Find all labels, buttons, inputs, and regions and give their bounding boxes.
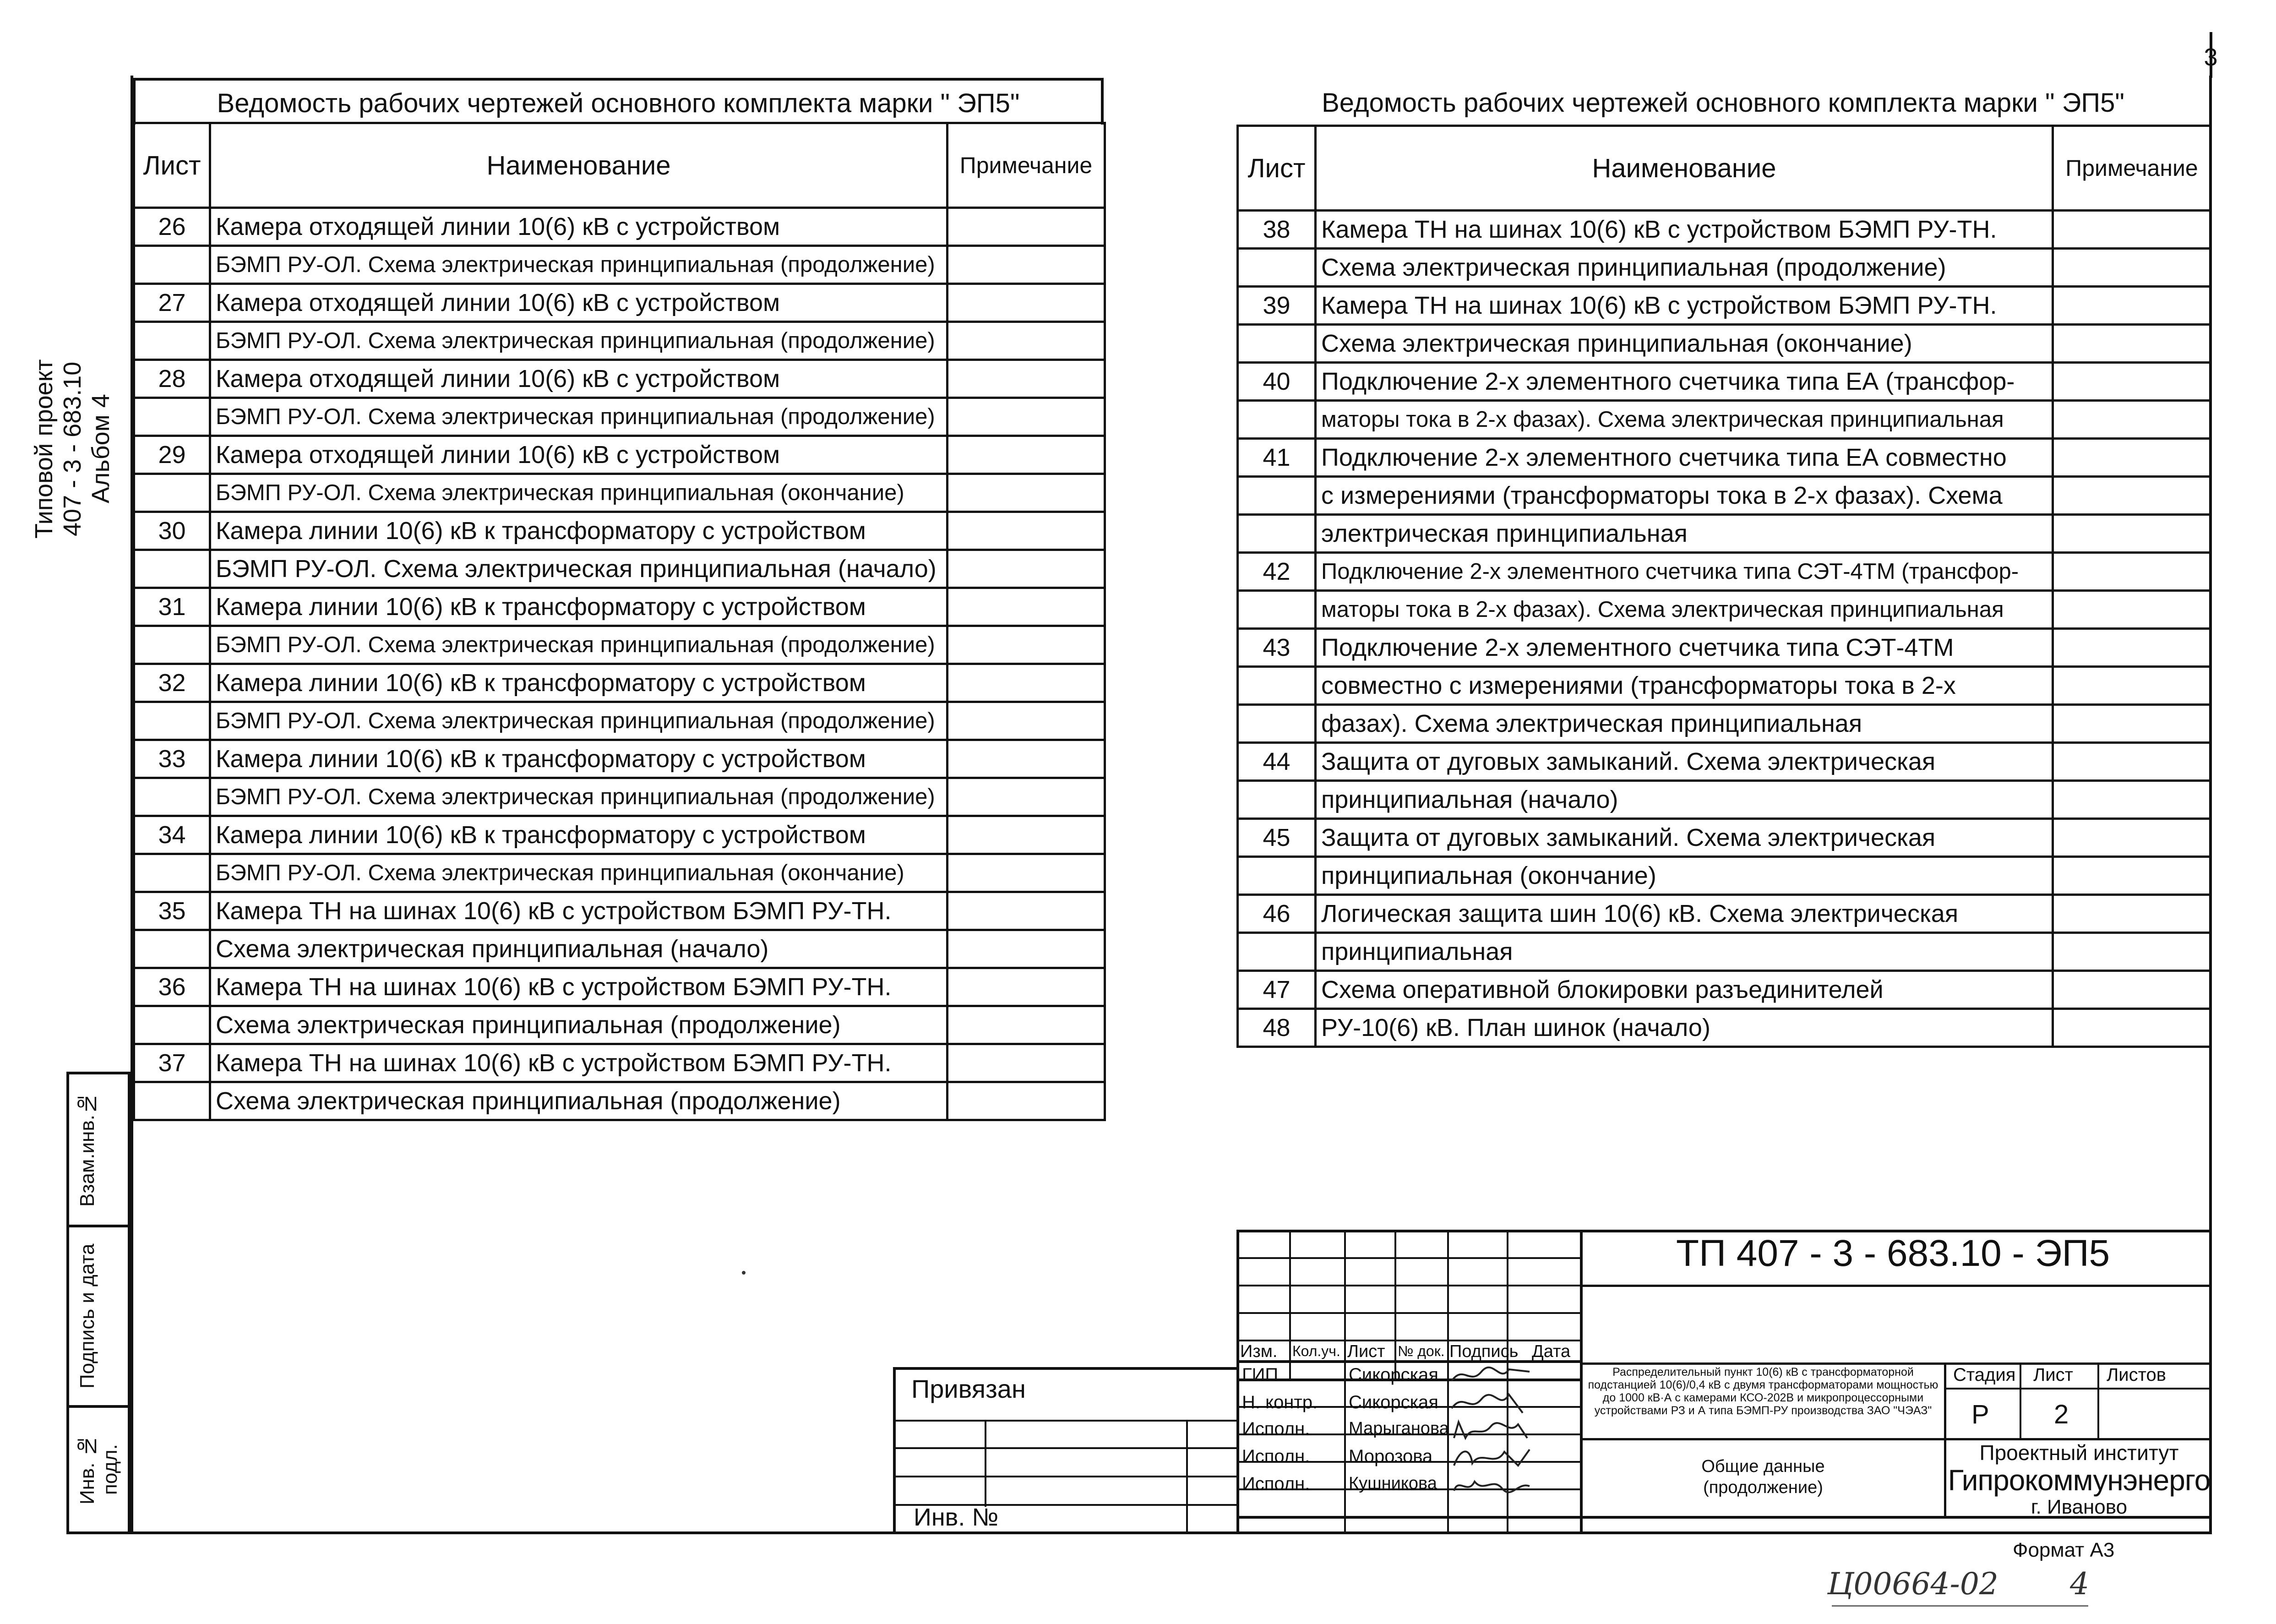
sheet-number-cell: 44: [1238, 743, 1316, 781]
sheet-value: 2: [2054, 1400, 2069, 1429]
note-cell: [947, 778, 1105, 816]
table-row: [1238, 515, 2211, 553]
note-cell: [2053, 553, 2211, 591]
column-header-note: Примечание: [947, 123, 1105, 208]
note-cell: [2053, 211, 2211, 249]
note-cell: [947, 360, 1105, 398]
note-cell: [947, 930, 1105, 968]
sheet-name-cell: Камера линии 10(6) кВ к трансформатору с устройством: [210, 664, 947, 702]
sheet-name-cell: Камера отходящей линии 10(6) кВ с устройством: [210, 284, 947, 322]
sheet-number-cell: [134, 322, 210, 360]
right-table-title: Ведомость рабочих чертежей основного комплекта марки " ЭП5": [1322, 88, 2124, 118]
handwritten-page-number: 4: [2070, 1566, 2089, 1602]
sheet-name-cell: РУ-10(6) кВ. План шинок (начало): [1316, 1009, 2053, 1047]
table-row: [1238, 287, 2211, 325]
sheet-name-cell: БЭМП РУ-ОЛ. Схема электрическая принципиальная (продолжение): [210, 702, 947, 740]
inv-number-label: Инв. №: [914, 1504, 999, 1531]
table-row: [134, 588, 1105, 626]
handwritten-archive-number: Ц00664-02: [1827, 1566, 1998, 1602]
note-cell: [947, 550, 1105, 588]
table-row: [134, 778, 1105, 816]
note-cell: [947, 588, 1105, 626]
table-row: [1238, 971, 2211, 1009]
table-row: [134, 664, 1105, 702]
signature-2: [1449, 1390, 1532, 1415]
name-2: Сикорская: [1349, 1392, 1438, 1412]
note-cell: [2053, 933, 2211, 971]
sheet-number-cell: [1238, 705, 1316, 743]
column-header-sheet: Лист: [1238, 126, 1316, 211]
note-cell: [947, 740, 1105, 778]
signature-4: [1449, 1445, 1532, 1470]
column-header-note: Примечание: [2053, 126, 2211, 211]
sheet-number-cell: [1238, 325, 1316, 363]
table-row: [1238, 705, 2211, 743]
table-row: [1238, 211, 2211, 249]
sheet-name-cell: БЭМП РУ-ОЛ. Схема электрическая принципиальная (продолжение): [210, 398, 947, 436]
sheet-number-cell: [134, 550, 210, 588]
sheet-number-cell: 45: [1238, 819, 1316, 857]
note-cell: [947, 246, 1105, 284]
table-row: [1238, 477, 2211, 515]
table-row: [134, 512, 1105, 550]
note-cell: [947, 664, 1105, 702]
sheet-name-cell: БЭМП РУ-ОЛ. Схема электрическая принципиальная (окончание): [210, 854, 947, 892]
note-cell: [2053, 287, 2211, 325]
sheet-number-cell: 33: [134, 740, 210, 778]
table-row: [1238, 743, 2211, 781]
note-cell: [2053, 477, 2211, 515]
sheet-number-cell: 41: [1238, 439, 1316, 477]
note-cell: [2053, 857, 2211, 895]
stamp-replace-inv: Взам.инв.№: [66, 1072, 131, 1227]
table-row: [134, 702, 1105, 740]
left-drawing-register: [133, 122, 1106, 1121]
sheet-name-cell: Камера линии 10(6) кВ к трансформатору с устройством: [210, 816, 947, 854]
table-row: [134, 626, 1105, 664]
stage-value: Р: [1971, 1400, 1989, 1429]
note-cell: [947, 208, 1105, 246]
sheet-name-cell: маторы тока в 2-х фазах). Схема электрическая принципиальная: [1316, 591, 2053, 629]
table-row: [1238, 401, 2211, 439]
sheet-name-cell: фазах). Схема электрическая принципиальная: [1316, 705, 2053, 743]
table-row: [134, 436, 1105, 474]
sheet-name-cell: Схема электрическая принципиальная (продолжение): [1316, 249, 2053, 287]
binding-label: Привязан: [911, 1374, 1026, 1403]
column-header-sheet: Лист: [134, 123, 210, 208]
note-cell: [2053, 629, 2211, 667]
table-row: [1238, 249, 2211, 287]
sheet-name-cell: принципиальная (окончание): [1316, 857, 2053, 895]
side-project-title: Типовой проект 407 - 3 - 683.10 Альбом 4: [30, 359, 115, 539]
sheet-name-cell: принципиальная: [1316, 933, 2053, 971]
signature-5: [1449, 1472, 1532, 1498]
col-header-date: Дата: [1532, 1342, 1571, 1361]
sheet-name-cell: Камера отходящей линии 10(6) кВ с устройством: [210, 436, 947, 474]
note-cell: [2053, 819, 2211, 857]
table-row: [134, 246, 1105, 284]
table-row: [1238, 895, 2211, 933]
sheet-number-cell: [134, 854, 210, 892]
sheet-number-cell: [134, 1082, 210, 1120]
sheet-name-cell: Камера ТН на шинах 10(6) кВ с устройством БЭМП РУ-ТН.: [210, 1044, 947, 1082]
sheet-number-cell: [1238, 515, 1316, 553]
sheet-name-cell: Камера линии 10(6) кВ к трансформатору с устройством: [210, 588, 947, 626]
sheet-name-cell: маторы тока в 2-х фазах). Схема электрическая принципиальная: [1316, 401, 2053, 439]
table-row: [1238, 781, 2211, 819]
right-drawing-register: [1236, 125, 2212, 1048]
sheet-number-cell: 47: [1238, 971, 1316, 1009]
signature-3: [1449, 1417, 1532, 1443]
col-header-doc: № док.: [1398, 1343, 1445, 1359]
table-row: [134, 360, 1105, 398]
note-cell: [2053, 743, 2211, 781]
note-cell: [2053, 667, 2211, 705]
note-cell: [2053, 971, 2211, 1009]
sheet-name-cell: БЭМП РУ-ОЛ. Схема электрическая принципиальная (продолжение): [210, 778, 947, 816]
table-row: [134, 1006, 1105, 1044]
table-row: [1238, 591, 2211, 629]
document-code: ТП 407 - 3 - 683.10 - ЭП5: [1676, 1232, 2110, 1274]
sheet-number-cell: 34: [134, 816, 210, 854]
sheet-name-cell: Подключение 2-х элементного счетчика типа ЕА совместно: [1316, 439, 2053, 477]
stage-label: Стадия: [1953, 1365, 2016, 1385]
sheet-name-cell: Защита от дуговых замыканий. Схема электрическая: [1316, 819, 2053, 857]
sheet-name-cell: Камера ТН на шинах 10(6) кВ с устройством БЭМП РУ-ТН.: [1316, 287, 2053, 325]
col-header-change: Изм.: [1240, 1342, 1278, 1361]
note-cell: [947, 1006, 1105, 1044]
table-row: [1238, 363, 2211, 401]
sheet-number-cell: [1238, 667, 1316, 705]
sheet-number-cell: [1238, 933, 1316, 971]
sheet-number-cell: [134, 246, 210, 284]
table-row: [1238, 629, 2211, 667]
sheet-number-cell: 28: [134, 360, 210, 398]
stamp-inv-original: Инв. № подл.: [66, 1405, 131, 1534]
sheet-number-cell: 26: [134, 208, 210, 246]
sheet-name-cell: Схема электрическая принципиальная (продолжение): [210, 1082, 947, 1120]
table-row: [134, 740, 1105, 778]
table-row: [134, 284, 1105, 322]
sheet-number-cell: [134, 1006, 210, 1044]
table-row: [134, 208, 1105, 246]
sheet-number-cell: 27: [134, 284, 210, 322]
sheet-name-cell: с измерениями (трансформаторы тока в 2-х фазах). Схема: [1316, 477, 2053, 515]
sheet-number-cell: [1238, 477, 1316, 515]
note-cell: [947, 626, 1105, 664]
column-header-name: Наименование: [210, 123, 947, 208]
name-5: Кушникова: [1349, 1474, 1437, 1493]
table-row: [134, 1082, 1105, 1120]
sheet-number-cell: 32: [134, 664, 210, 702]
sheet-name-cell: совместно с измерениями (трансформаторы тока в 2-х: [1316, 667, 2053, 705]
sheet-number-cell: [1238, 857, 1316, 895]
sheet-name-cell: Камера ТН на шинах 10(6) кВ с устройством БЭМП РУ-ТН.: [210, 968, 947, 1006]
note-cell: [947, 968, 1105, 1006]
sheet-number-cell: 43: [1238, 629, 1316, 667]
table-row: [134, 892, 1105, 930]
sheet-name-cell: принципиальная (начало): [1316, 781, 2053, 819]
name-1: Сикорская: [1349, 1365, 1438, 1385]
sheet-label: Лист: [2033, 1365, 2073, 1385]
stamp-signature-date: Подпись и дата: [66, 1225, 131, 1408]
sheet-name-cell: Логическая защита шин 10(6) кВ. Схема электрическая: [1316, 895, 2053, 933]
table-row: [134, 550, 1105, 588]
table-row: [134, 1044, 1105, 1082]
sheet-name-cell: Схема электрическая принципиальная (окончание): [1316, 325, 2053, 363]
sheet-number-cell: 31: [134, 588, 210, 626]
note-cell: [2053, 781, 2211, 819]
table-row: [1238, 933, 2211, 971]
note-cell: [2053, 401, 2211, 439]
project-description: Распределительный пункт 10(6) кВ с трансформаторной подстанцией 10(6)/0,4 кВ с двумя трансформаторами мощностью до 1000 кВ·А с камерами КСО-202В и микропроцессорными устройствами РЗ и А типа БЭМП-РУ производства ЗАО "ЧЭАЗ": [1588, 1366, 1938, 1417]
table-row: [134, 816, 1105, 854]
sheet-name-cell: БЭМП РУ-ОЛ. Схема электрическая принципиальная (продолжение): [210, 246, 947, 284]
table-row: [1238, 325, 2211, 363]
sheet-name-cell: электрическая принципиальная: [1316, 515, 2053, 553]
document-title: Общие данные (продолжение): [1701, 1457, 1825, 1497]
role-gip: ГИП: [1242, 1365, 1279, 1385]
sheets-label: Листов: [2107, 1365, 2166, 1385]
sheet-name-cell: Схема оперативной блокировки разъединителей: [1316, 971, 2053, 1009]
sheet-number-cell: 35: [134, 892, 210, 930]
note-cell: [2053, 895, 2211, 933]
note-cell: [2053, 363, 2211, 401]
sheet-number-cell: [134, 778, 210, 816]
note-cell: [2053, 249, 2211, 287]
note-cell: [947, 702, 1105, 740]
table-row: [1238, 819, 2211, 857]
table-row: [1238, 667, 2211, 705]
sheet-number-cell: [1238, 249, 1316, 287]
col-header-signature: Подпись: [1449, 1342, 1519, 1361]
sheet-name-cell: Подключение 2-х элементного счетчика типа СЭТ-4ТМ (трансфор-: [1316, 553, 2053, 591]
sheet-name-cell: Камера линии 10(6) кВ к трансформатору с устройством: [210, 512, 947, 550]
table-row: [134, 930, 1105, 968]
sheet-number-cell: [1238, 401, 1316, 439]
sheet-number-cell: [134, 930, 210, 968]
sheet-name-cell: Камера ТН на шинах 10(6) кВ с устройством БЭМП РУ-ТН.: [210, 892, 947, 930]
note-cell: [2053, 515, 2211, 553]
note-cell: [947, 284, 1105, 322]
col-header-sheet: Лист: [1347, 1342, 1385, 1361]
sheet-number-cell: 48: [1238, 1009, 1316, 1047]
table-row: [134, 474, 1105, 512]
organization: Проектный институт Гипрокоммунэнерго г. Иваново: [1948, 1441, 2211, 1519]
sheet-number-cell: 29: [134, 436, 210, 474]
sheet-name-cell: Камера отходящей линии 10(6) кВ с устройством: [210, 360, 947, 398]
format-label: Формат А3: [2013, 1539, 2115, 1561]
note-cell: [2053, 591, 2211, 629]
sheet-number-cell: 46: [1238, 895, 1316, 933]
sheet-number-cell: [134, 398, 210, 436]
sheet-name-cell: Схема электрическая принципиальная (начало): [210, 930, 947, 968]
sheet-number-cell: 38: [1238, 211, 1316, 249]
note-cell: [2053, 439, 2211, 477]
sheet-name-cell: Подключение 2-х элементного счетчика типа СЭТ-4ТМ: [1316, 629, 2053, 667]
sheet-name-cell: БЭМП РУ-ОЛ. Схема электрическая принципиальная (начало): [210, 550, 947, 588]
note-cell: [2053, 325, 2211, 363]
table-row: [1238, 553, 2211, 591]
table-row: [1238, 857, 2211, 895]
table-row: [1238, 439, 2211, 477]
sheet-number-cell: 42: [1238, 553, 1316, 591]
note-cell: [947, 816, 1105, 854]
sheet-name-cell: БЭМП РУ-ОЛ. Схема электрическая принципиальная (продолжение): [210, 322, 947, 360]
left-table-title: Ведомость рабочих чертежей основного комплекта марки " ЭП5": [133, 78, 1104, 125]
sheet-number-cell: 30: [134, 512, 210, 550]
name-3: Марыганова: [1349, 1419, 1449, 1438]
note-cell: [947, 322, 1105, 360]
note-cell: [947, 474, 1105, 512]
note-cell: [947, 436, 1105, 474]
sheet-number-cell: 39: [1238, 287, 1316, 325]
signature-1: [1449, 1362, 1532, 1388]
note-cell: [947, 1082, 1105, 1120]
sheet-name-cell: Камера отходящей линии 10(6) кВ с устройством: [210, 208, 947, 246]
note-cell: [947, 512, 1105, 550]
role-executor-1: Исполн.: [1242, 1419, 1310, 1439]
note-cell: [2053, 705, 2211, 743]
role-norm-control: Н. контр.: [1242, 1392, 1318, 1412]
sheet-number-cell: [134, 474, 210, 512]
table-row: [134, 398, 1105, 436]
stray-dot: [742, 1271, 746, 1275]
note-cell: [947, 398, 1105, 436]
note-cell: [947, 892, 1105, 930]
sheet-name-cell: Защита от дуговых замыканий. Схема электрическая: [1316, 743, 2053, 781]
sheet-number-cell: [134, 626, 210, 664]
table-row: [134, 968, 1105, 1006]
sheet-number-cell: [1238, 781, 1316, 819]
table-row: [134, 854, 1105, 892]
sheet-number-cell: [134, 702, 210, 740]
sheet-name-cell: Схема электрическая принципиальная (продолжение): [210, 1006, 947, 1044]
table-row: [134, 322, 1105, 360]
role-executor-2: Исполн.: [1242, 1446, 1310, 1466]
note-cell: [947, 854, 1105, 892]
sheet-name-cell: Камера ТН на шинах 10(6) кВ с устройством БЭМП РУ-ТН.: [1316, 211, 2053, 249]
table-row: [1238, 1009, 2211, 1047]
sheet-name-cell: Подключение 2-х элементного счетчика типа ЕА (трансфор-: [1316, 363, 2053, 401]
sheet-name-cell: Камера линии 10(6) кВ к трансформатору с устройством: [210, 740, 947, 778]
sheet-name-cell: БЭМП РУ-ОЛ. Схема электрическая принципиальная (окончание): [210, 474, 947, 512]
sheet-number-cell: 36: [134, 968, 210, 1006]
sheet-number-cell: [1238, 591, 1316, 629]
sheet-name-cell: БЭМП РУ-ОЛ. Схема электрическая принципиальная (продолжение): [210, 626, 947, 664]
page-number: 3: [2204, 44, 2218, 71]
note-cell: [947, 1044, 1105, 1082]
sheet-number-cell: 37: [134, 1044, 210, 1082]
name-4: Морозова: [1349, 1446, 1433, 1466]
role-executor-3: Исполн.: [1242, 1474, 1310, 1494]
col-header-qty: Кол.уч.: [1292, 1343, 1340, 1359]
sheet-number-cell: 40: [1238, 363, 1316, 401]
column-header-name: Наименование: [1316, 126, 2053, 211]
note-cell: [2053, 1009, 2211, 1047]
